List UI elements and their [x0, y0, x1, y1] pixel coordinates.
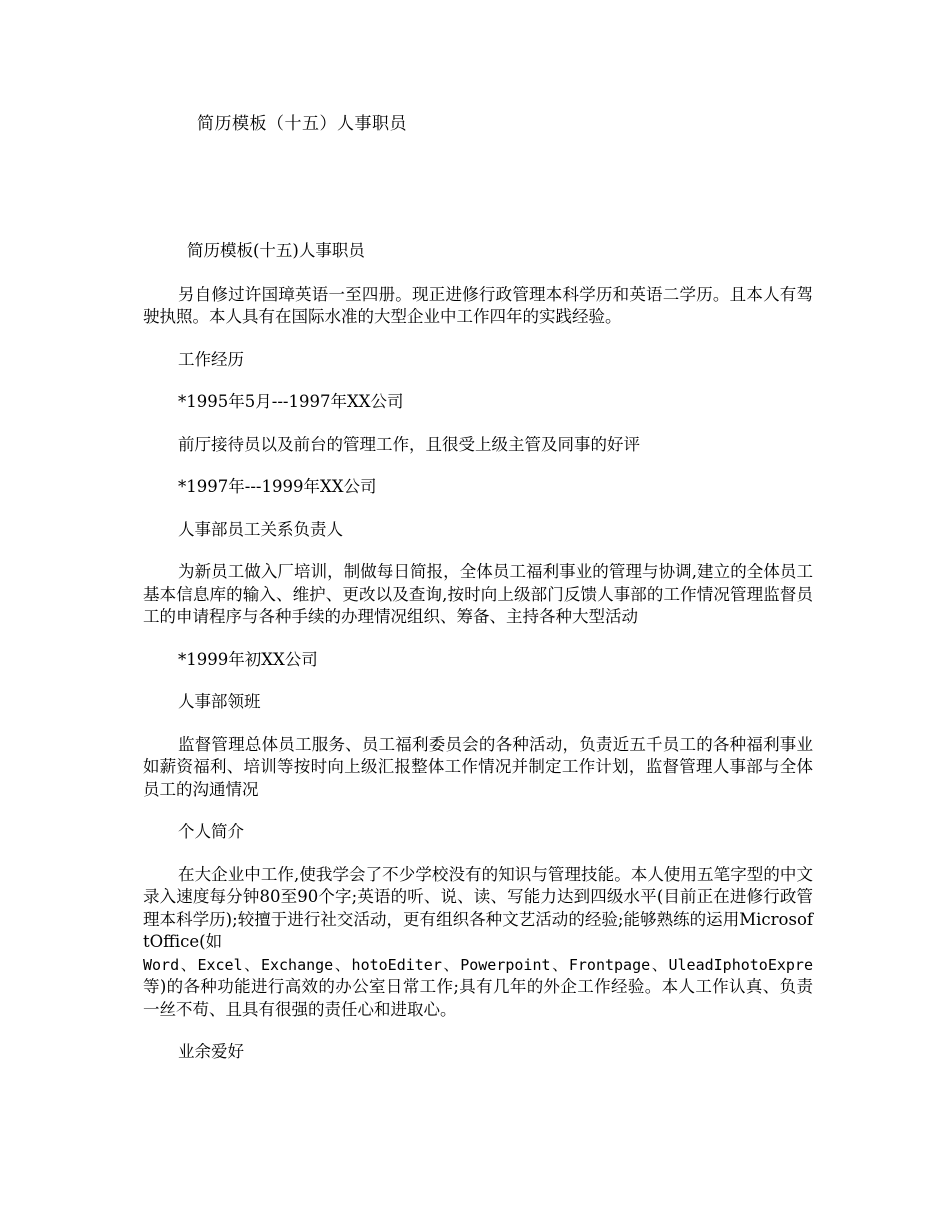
- work-experience-heading: 工作经历: [178, 349, 244, 369]
- profile-description: [143, 864, 813, 1022]
- job-2-description: 为新员工做入厂培训，制做每日简报，全体员工福利事业的管理与协调,建立的全体员工基本信息库的输入、维护、更改以及查询,按时向上级部门反馈人事部的工作情况管理监督员工的申请程序与各种手续的办理情况组织、筹备、主持各种大型活动: [143, 562, 813, 626]
- profile-description-software-list: Word、Excel、Exchange、hotoEditer、Powerpoint、Frontpage、UleadIphotoExpre: [143, 955, 813, 974]
- document-title: 简历模板（十五）人事职员: [197, 114, 407, 134]
- profile-description-part-1: 在大企业中工作,使我学会了不少学校没有的知识与管理技能。本人使用五笔字型的中文录入速度每分钟80至90个字;英语的听、说、读、写能力达到四级水平(目前正在进修行政管理本科学历);较擅于进行社交活动，更有组织各种文艺活动的经验;能够熟练的运用MicrosoftOffice(如: [143, 864, 813, 951]
- document-subtitle: 简历模板(十五)人事职员: [187, 241, 365, 260]
- hobby-heading: 业余爱好: [178, 1042, 244, 1061]
- profile-heading: 个人简介: [178, 822, 244, 841]
- job-3-description: 监督管理总体员工服务、员工福利委员会的各种活动，负责近五千员工的各种福利事业如薪资福利、培训等按时向上级汇报整体工作情况并制定工作计划，监督管理人事部与全体员工的沟通情况: [143, 734, 813, 799]
- job-2-period: *1997年---1999年XX公司: [178, 477, 377, 496]
- job-3-role: 人事部领班: [178, 692, 261, 711]
- intro-paragraph: 另自修过许国璋英语一至四册。现正进修行政管理本科学历和英语二学历。且本人有驾驶执照。本人具有在国际水准的大型企业中工作四年的实践经验。: [143, 284, 813, 326]
- document-body: [143, 240, 813, 1084]
- job-1-description: 前厅接待员以及前台的管理工作，且很受上级主管及同事的好评: [178, 434, 640, 454]
- job-3-period: *1999年初XX公司: [178, 649, 318, 669]
- job-2-role: 人事部员工关系负责人: [178, 519, 343, 539]
- job-1-period: *1995年5月---1997年XX公司: [178, 392, 404, 411]
- profile-description-part-3: 等)的各种功能进行高效的办公室日常工作;具有几年的外企工作经验。本人工作认真、负责一丝不苟、且具有很强的责任心和进取心。: [143, 977, 813, 1019]
